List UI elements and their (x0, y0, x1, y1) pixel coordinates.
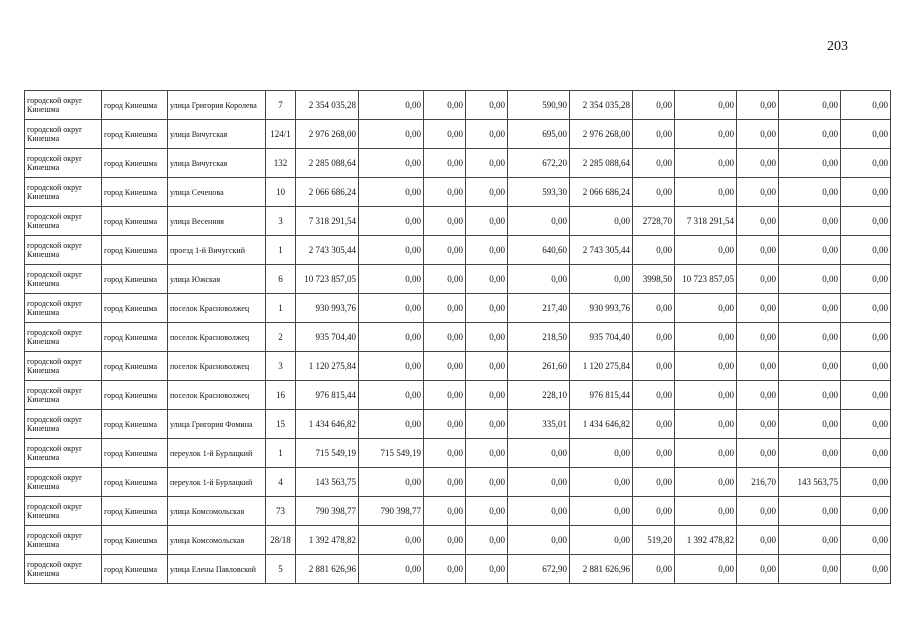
table-cell: 0,00 (675, 236, 737, 265)
table-row (25, 439, 891, 468)
table-cell: 935 704,40 (570, 323, 633, 352)
table-cell: 0,00 (508, 439, 570, 468)
table-cell: 0,00 (424, 265, 466, 294)
table-cell: 2 285 088,64 (570, 149, 633, 178)
table-cell: 0,00 (779, 294, 841, 323)
table-cell: 0,00 (737, 178, 779, 207)
table-cell: 2 976 268,00 (570, 120, 633, 149)
table-cell: улица Вичугская (168, 120, 266, 149)
table-cell: 1 (266, 236, 296, 265)
table-row (25, 468, 891, 497)
table-cell: 976 815,44 (570, 381, 633, 410)
table-cell: 3 (266, 207, 296, 236)
table-cell: 143 563,75 (779, 468, 841, 497)
table-row (25, 555, 891, 584)
table-cell: 0,00 (841, 381, 891, 410)
table-cell: 0,00 (424, 120, 466, 149)
table-cell: 0,00 (841, 120, 891, 149)
table-cell: 1 392 478,82 (296, 526, 359, 555)
table-cell: 7 (266, 91, 296, 120)
table-cell: 0,00 (841, 555, 891, 584)
table-cell: 935 704,40 (296, 323, 359, 352)
table-cell: городской округ Кинешма (25, 526, 102, 555)
table-cell: улица Григория Фомина (168, 410, 266, 439)
table-cell: 3998,50 (633, 265, 675, 294)
table-cell: город Кинешма (102, 149, 168, 178)
table-cell: 0,00 (633, 91, 675, 120)
table-row (25, 381, 891, 410)
table-cell: 0,00 (675, 555, 737, 584)
table-cell: городской округ Кинешма (25, 555, 102, 584)
table-cell: 0,00 (841, 352, 891, 381)
table-cell: 73 (266, 497, 296, 526)
table-cell: город Кинешма (102, 352, 168, 381)
table-cell: 2 743 305,44 (570, 236, 633, 265)
table-cell: 0,00 (633, 555, 675, 584)
table-cell: 0,00 (466, 120, 508, 149)
table-cell: город Кинешма (102, 526, 168, 555)
table-cell: 2 285 088,64 (296, 149, 359, 178)
table-cell: город Кинешма (102, 91, 168, 120)
table-cell: 0,00 (466, 91, 508, 120)
table-cell: 6 (266, 265, 296, 294)
table-cell: 1 (266, 439, 296, 468)
table-cell: 0,00 (841, 323, 891, 352)
table-cell: 0,00 (633, 410, 675, 439)
table-cell: 0,00 (359, 526, 424, 555)
table-cell: 216,70 (737, 468, 779, 497)
table-row (25, 178, 891, 207)
table-cell: городской округ Кинешма (25, 178, 102, 207)
table-row (25, 91, 891, 120)
table-cell: 10 723 857,05 (675, 265, 737, 294)
table-cell: 217,40 (508, 294, 570, 323)
table-cell: 0,00 (737, 352, 779, 381)
table-cell: 0,00 (424, 497, 466, 526)
table-cell: 0,00 (508, 207, 570, 236)
table-cell: 10 (266, 178, 296, 207)
table-cell: 0,00 (359, 555, 424, 584)
table-cell: 0,00 (841, 439, 891, 468)
table-cell: 1 434 646,82 (570, 410, 633, 439)
table-cell: 2 354 035,28 (296, 91, 359, 120)
table-cell: 0,00 (737, 526, 779, 555)
table-cell: улица Вичугская (168, 149, 266, 178)
table-cell: 519,20 (633, 526, 675, 555)
table-cell: 0,00 (737, 149, 779, 178)
table-cell: 2 743 305,44 (296, 236, 359, 265)
table-row (25, 497, 891, 526)
table-cell: 0,00 (675, 497, 737, 526)
table-cell: 0,00 (424, 439, 466, 468)
table-cell: 0,00 (466, 149, 508, 178)
table-cell: 715 549,19 (296, 439, 359, 468)
table-cell: 0,00 (424, 236, 466, 265)
table-cell: 0,00 (675, 149, 737, 178)
table-cell: 0,00 (779, 265, 841, 294)
table-row (25, 120, 891, 149)
table-cell: 218,50 (508, 323, 570, 352)
table-cell: 143 563,75 (296, 468, 359, 497)
table-cell: городской округ Кинешма (25, 323, 102, 352)
table-cell: 0,00 (424, 526, 466, 555)
table-cell: 0,00 (841, 294, 891, 323)
table-cell: улица Южская (168, 265, 266, 294)
table-row (25, 352, 891, 381)
table-cell: городской округ Кинешма (25, 352, 102, 381)
table-cell: 0,00 (359, 352, 424, 381)
table-cell: 228,10 (508, 381, 570, 410)
table-cell: 0,00 (675, 91, 737, 120)
table-cell: 0,00 (675, 352, 737, 381)
table-cell: 7 318 291,54 (296, 207, 359, 236)
table-cell: 16 (266, 381, 296, 410)
table-cell: 0,00 (737, 236, 779, 265)
table-cell: город Кинешма (102, 294, 168, 323)
table-cell: 0,00 (508, 526, 570, 555)
table-cell: 0,00 (466, 410, 508, 439)
table-row (25, 236, 891, 265)
table-cell: 0,00 (633, 439, 675, 468)
table-cell: 1 392 478,82 (675, 526, 737, 555)
table-cell: 0,00 (424, 91, 466, 120)
table-cell: 0,00 (633, 120, 675, 149)
table-cell: 2 881 626,96 (296, 555, 359, 584)
table-cell: 0,00 (737, 497, 779, 526)
page-number: 203 (827, 39, 848, 54)
table-cell: 0,00 (359, 323, 424, 352)
table-cell: 0,00 (466, 439, 508, 468)
table-cell: 0,00 (466, 265, 508, 294)
table-cell: 10 723 857,05 (296, 265, 359, 294)
table-cell: 1 120 275,84 (296, 352, 359, 381)
table-cell: 0,00 (841, 497, 891, 526)
table-cell: 0,00 (841, 207, 891, 236)
table-cell: 0,00 (675, 468, 737, 497)
table-cell: 0,00 (359, 91, 424, 120)
table-cell: 0,00 (841, 236, 891, 265)
table-cell: 0,00 (675, 178, 737, 207)
table-cell: 0,00 (841, 265, 891, 294)
table-cell: городской округ Кинешма (25, 265, 102, 294)
table-cell: 0,00 (675, 410, 737, 439)
table-cell: 0,00 (424, 178, 466, 207)
table-cell: 0,00 (633, 352, 675, 381)
table-cell: 0,00 (779, 555, 841, 584)
table-cell: 2 066 686,24 (296, 178, 359, 207)
table-cell: 0,00 (633, 497, 675, 526)
table-cell: город Кинешма (102, 120, 168, 149)
table-cell: 0,00 (633, 236, 675, 265)
table-cell: 0,00 (359, 468, 424, 497)
table-cell: 0,00 (424, 410, 466, 439)
table-cell: 0,00 (779, 352, 841, 381)
table-cell: 261,60 (508, 352, 570, 381)
table-cell: город Кинешма (102, 439, 168, 468)
table-cell: городской округ Кинешма (25, 294, 102, 323)
table-cell: 2 881 626,96 (570, 555, 633, 584)
table-cell: 2 066 686,24 (570, 178, 633, 207)
table-cell: городской округ Кинешма (25, 120, 102, 149)
table-cell: 0,00 (737, 439, 779, 468)
table-cell: город Кинешма (102, 178, 168, 207)
table-cell: 0,00 (779, 381, 841, 410)
table-cell: 0,00 (779, 526, 841, 555)
table-cell: 0,00 (424, 149, 466, 178)
table-cell: 0,00 (424, 323, 466, 352)
table-cell: 0,00 (570, 468, 633, 497)
table-cell: город Кинешма (102, 468, 168, 497)
table-cell: 0,00 (779, 410, 841, 439)
table-cell: 0,00 (466, 555, 508, 584)
table-cell: 0,00 (359, 381, 424, 410)
table-cell: улица Комсомольская (168, 497, 266, 526)
table-cell: 0,00 (570, 207, 633, 236)
table-cell: 0,00 (424, 294, 466, 323)
table-cell: 0,00 (466, 323, 508, 352)
table-cell: 0,00 (466, 294, 508, 323)
table-body (25, 91, 891, 584)
table-cell: 0,00 (508, 265, 570, 294)
table-cell: 0,00 (841, 526, 891, 555)
table-cell: 0,00 (466, 178, 508, 207)
table-cell: 132 (266, 149, 296, 178)
table-cell: город Кинешма (102, 497, 168, 526)
table-cell: город Кинешма (102, 236, 168, 265)
table-row (25, 526, 891, 555)
table-cell: 0,00 (779, 323, 841, 352)
table-cell: 0,00 (359, 265, 424, 294)
table-cell: 0,00 (841, 410, 891, 439)
table-cell: 0,00 (508, 468, 570, 497)
table-row (25, 410, 891, 439)
table-cell: 0,00 (359, 410, 424, 439)
table-cell: 672,20 (508, 149, 570, 178)
table-cell: 0,00 (424, 555, 466, 584)
table-cell: поселок Красноволжец (168, 381, 266, 410)
table-cell: 0,00 (675, 323, 737, 352)
table-cell: 590,90 (508, 91, 570, 120)
table-cell: 0,00 (359, 207, 424, 236)
table-cell: 0,00 (466, 381, 508, 410)
table-cell: 0,00 (841, 149, 891, 178)
table-cell: город Кинешма (102, 555, 168, 584)
table-cell: 0,00 (359, 120, 424, 149)
table-cell: 0,00 (633, 294, 675, 323)
table-cell: городской округ Кинешма (25, 410, 102, 439)
table-row (25, 323, 891, 352)
table-cell: улица Весенняя (168, 207, 266, 236)
table-cell: 0,00 (633, 381, 675, 410)
table-cell: город Кинешма (102, 265, 168, 294)
table-cell: проезд 1-й Вичугский (168, 236, 266, 265)
table-cell: 640,60 (508, 236, 570, 265)
table-cell: 5 (266, 555, 296, 584)
table-cell: 0,00 (737, 294, 779, 323)
table-cell: 0,00 (359, 149, 424, 178)
table-cell: 0,00 (466, 468, 508, 497)
data-table (24, 90, 891, 584)
table-cell: улица Григория Королева (168, 91, 266, 120)
table-cell: 335,01 (508, 410, 570, 439)
table-cell: 28/18 (266, 526, 296, 555)
table-cell: улица Елены Павловской (168, 555, 266, 584)
table-cell: 0,00 (424, 207, 466, 236)
table-cell: 0,00 (633, 149, 675, 178)
table-cell: 0,00 (466, 497, 508, 526)
table-cell: 0,00 (633, 468, 675, 497)
table-cell: 0,00 (466, 236, 508, 265)
table-cell: городской округ Кинешма (25, 91, 102, 120)
table-cell: 0,00 (737, 207, 779, 236)
table-cell: переулок 1-й Бурлацкий (168, 468, 266, 497)
table-cell: городской округ Кинешма (25, 381, 102, 410)
table-cell: городской округ Кинешма (25, 468, 102, 497)
table-cell: 15 (266, 410, 296, 439)
table-cell: 0,00 (737, 381, 779, 410)
table-cell: 0,00 (466, 526, 508, 555)
table-row (25, 265, 891, 294)
table-cell: 0,00 (466, 352, 508, 381)
table-cell: 0,00 (779, 207, 841, 236)
table-cell: 790 398,77 (296, 497, 359, 526)
table-cell: городской округ Кинешма (25, 149, 102, 178)
table-cell: город Кинешма (102, 207, 168, 236)
table-cell: 2728,70 (633, 207, 675, 236)
table-cell: 0,00 (737, 265, 779, 294)
table-cell: поселок Красноволжец (168, 352, 266, 381)
table-cell: 715 549,19 (359, 439, 424, 468)
table-cell: 7 318 291,54 (675, 207, 737, 236)
table-cell: 976 815,44 (296, 381, 359, 410)
table-cell: 0,00 (841, 91, 891, 120)
table-cell: городской округ Кинешма (25, 439, 102, 468)
table-cell: 930 993,76 (296, 294, 359, 323)
table-cell: 0,00 (779, 149, 841, 178)
table-cell: поселок Красноволжец (168, 294, 266, 323)
table-cell: 0,00 (675, 120, 737, 149)
table-cell: 0,00 (779, 91, 841, 120)
table-cell: 1 (266, 294, 296, 323)
table-cell: 0,00 (570, 439, 633, 468)
table-cell: город Кинешма (102, 381, 168, 410)
table-row (25, 294, 891, 323)
table-row (25, 207, 891, 236)
table-cell: поселок Красноволжец (168, 323, 266, 352)
table-cell: 0,00 (737, 91, 779, 120)
table-cell: 0,00 (570, 265, 633, 294)
table-cell: городской округ Кинешма (25, 207, 102, 236)
table-cell: город Кинешма (102, 323, 168, 352)
table-cell: 0,00 (841, 468, 891, 497)
table-cell: 3 (266, 352, 296, 381)
table-cell: улица Сеченова (168, 178, 266, 207)
table-cell: 0,00 (737, 410, 779, 439)
table-cell: 0,00 (570, 526, 633, 555)
table-cell: 0,00 (779, 236, 841, 265)
table-cell: 593,30 (508, 178, 570, 207)
table-cell: 672,90 (508, 555, 570, 584)
table-cell: 0,00 (359, 236, 424, 265)
table-cell: 2 (266, 323, 296, 352)
table-cell: 0,00 (424, 468, 466, 497)
table-cell: 2 976 268,00 (296, 120, 359, 149)
table-cell: 1 120 275,84 (570, 352, 633, 381)
table-cell: 0,00 (424, 381, 466, 410)
table-cell: 0,00 (841, 178, 891, 207)
table-cell: 1 434 646,82 (296, 410, 359, 439)
table-cell: 0,00 (675, 381, 737, 410)
table-cell: 0,00 (633, 178, 675, 207)
table-cell: 0,00 (737, 323, 779, 352)
table-cell: 0,00 (737, 120, 779, 149)
table-cell: 0,00 (359, 294, 424, 323)
table-cell: 0,00 (737, 555, 779, 584)
table-cell: 0,00 (675, 439, 737, 468)
table-cell: 0,00 (633, 323, 675, 352)
table-cell: улица Комсомольская (168, 526, 266, 555)
table-cell: городской округ Кинешма (25, 236, 102, 265)
table-cell: 0,00 (424, 352, 466, 381)
table-cell: городской округ Кинешма (25, 497, 102, 526)
table-cell: 0,00 (570, 497, 633, 526)
table-cell: 4 (266, 468, 296, 497)
table-cell: 0,00 (466, 207, 508, 236)
table-cell: 124/1 (266, 120, 296, 149)
table-cell: 0,00 (779, 497, 841, 526)
table-cell: 0,00 (779, 178, 841, 207)
table-cell: город Кинешма (102, 410, 168, 439)
table-cell: 0,00 (359, 178, 424, 207)
table-cell: 0,00 (779, 439, 841, 468)
table-cell: 0,00 (675, 294, 737, 323)
table-cell: переулок 1-й Бурлацкий (168, 439, 266, 468)
table-cell: 2 354 035,28 (570, 91, 633, 120)
table-cell: 695,00 (508, 120, 570, 149)
table-cell: 0,00 (508, 497, 570, 526)
table-row (25, 149, 891, 178)
table-cell: 790 398,77 (359, 497, 424, 526)
table-cell: 930 993,76 (570, 294, 633, 323)
table-cell: 0,00 (779, 120, 841, 149)
